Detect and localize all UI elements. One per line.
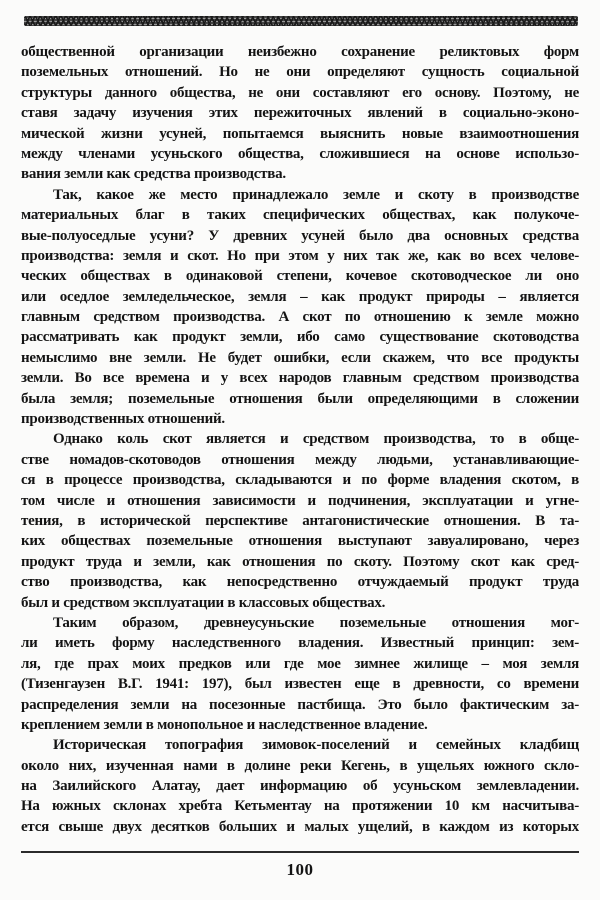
text-line: или оседлое земледельческое, земля – как продукт природы – является [21, 288, 579, 305]
ornament-border [24, 16, 578, 26]
text-line: ли иметь форму наследственного владения. Известный принцип: зем- [21, 635, 579, 652]
page-number: 100 [286, 860, 314, 879]
text-line: вания земли как средства производства. [21, 166, 286, 183]
text-line: ставя задачу изучения этих пережиточных явлений в социально-эконо- [21, 105, 579, 122]
body-text [21, 42, 579, 837]
text-line: материальных благ в таких специфических обществах, как полукоче- [21, 207, 579, 224]
text-line: тения, в исторической перспективе антагонистические отношения. В та- [21, 512, 579, 529]
text-line: Таким образом, древнеусуньские поземельные отношения мог- [53, 614, 579, 631]
text-line: общественной организации неизбежно сохранение реликтовых форм [21, 44, 579, 60]
text-line: Историческая топография зимовок-поселений и семейных кладбищ [53, 737, 579, 754]
text-line: ство производства, как непосредственно отчуждаемый продукт труда [21, 574, 579, 591]
text-line: стве номадов-скотоводов отношения между людьми, устанавливающие- [21, 451, 579, 468]
text-line: Так, какое же место принадлежало земле и скоту в производстве [53, 186, 579, 203]
text-line: была земля; поземельные отношения были определяющими в сложении [21, 390, 579, 407]
text-line: производственных отношений. [21, 411, 225, 428]
text-line: том числе и отношения зависимости и подчинения, эксплуатации и угне- [21, 492, 579, 509]
text-line: ческих обществах в одинаковой степени, кочевое скотоводческое ли оно [21, 268, 579, 285]
text-line: ких обществах поземельные отношения выступают завуалировано, через [21, 533, 579, 550]
footer-rule [21, 851, 579, 853]
text-line: На южных склонах хребта Кетьментау на протяжении 10 км насчитыва- [21, 798, 579, 815]
text-line: распределения земли на посезонные пастбища. Это было фактическим за- [21, 696, 579, 713]
text-line: между членами усуньского общества, сложившиеся на основе использо- [21, 145, 579, 162]
text-line: (Тизенгаузен В.Г. 1941: 197), был известен еще в древности, со времени [21, 676, 579, 693]
text-line: Однако коль скот является и средством производства, то в обще- [53, 431, 579, 448]
text-line: ся в процессе производства, складываются и по форме владения скотом, в [21, 472, 579, 489]
text-line: главным средством производства. А скот по отношению к земле можно [21, 309, 579, 326]
text-line: производства: земля и скот. Но при этом у них так же, как во всех челове- [21, 247, 579, 264]
text-line: немыслимо вне земли. Не будет ошибки, если скажем, что все продукты [21, 349, 579, 366]
text-line: ля, где прах моих предков или где мое зимнее жилище – моя земля [21, 655, 579, 672]
text-line: вые-полуоседлые усуни? У древних усуней было два основных средства [21, 227, 579, 244]
text-line: поземельных отношений. Но не они определяют сущность социальной [21, 64, 579, 81]
text-line: структуры данного общества, не они составляют его основу. Поэтому, не [21, 84, 579, 101]
text-line: продукт труда и земли, как отношения по скоту. Поэтому скот как сред- [21, 553, 579, 570]
text-line: земли. Во все времена и у всех народов главным средством производства [21, 370, 579, 387]
text-line: был и средством эксплуатации в классовых обществах. [21, 594, 386, 611]
text-line: рассматривать как продукт земли, ибо само существование скотоводства [21, 329, 579, 346]
text-line: мической жизни усуней, попытаемся выяснить новые взаимоотношения [21, 125, 579, 142]
text-line: около них, изученная нами в долине реки Кегень, в ущельях южного скло- [21, 757, 579, 774]
text-line: ется свыше двух десятков больших и малых ущелий, в каждом из которых [21, 818, 579, 835]
text-line: креплением земли в монопольное и наследственное владение. [21, 716, 428, 733]
text-line: на Заилийского Алатау, дает информацию об усуньском землевладении. [21, 778, 579, 795]
